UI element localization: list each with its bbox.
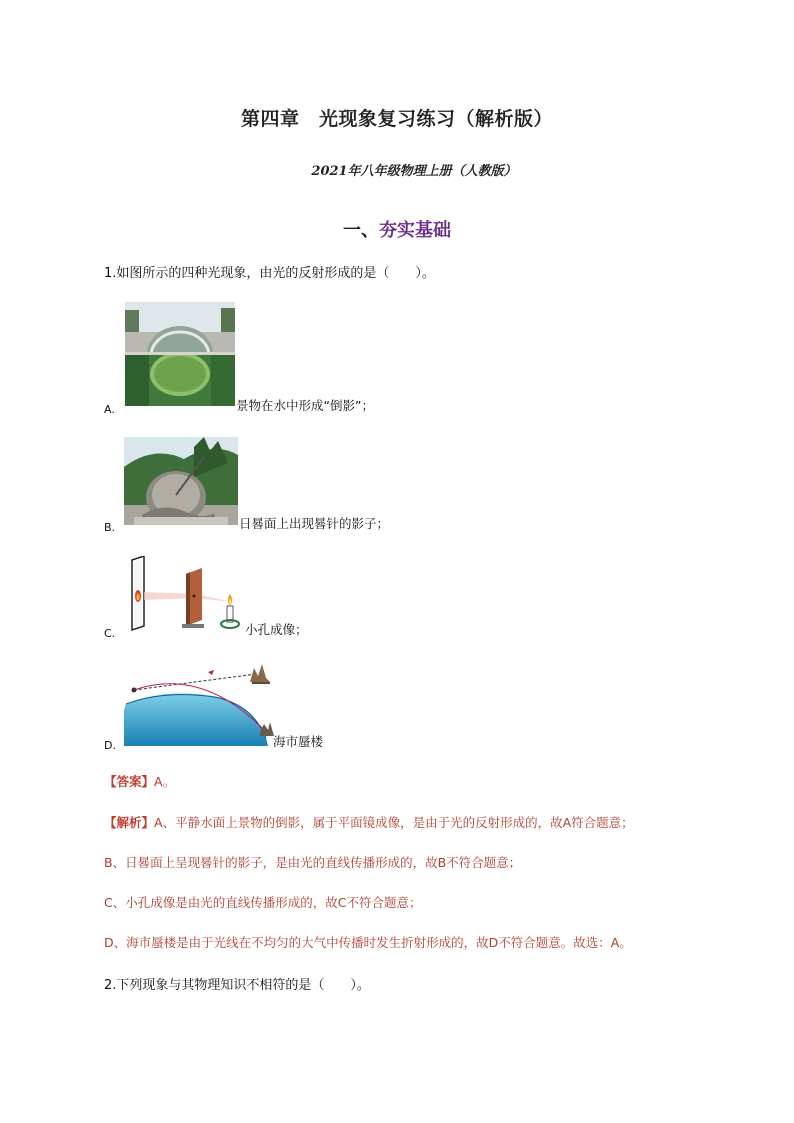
analysis-line-a <box>104 813 634 831</box>
analysis-tag: 【解析】 <box>104 815 155 830</box>
page-subtitle: 2021年八年级物理上册（人教版） <box>311 164 517 179</box>
question-2-stem: 2.下列现象与其物理知识不相符的是（ ）。 <box>104 978 370 993</box>
answer-line <box>104 772 175 790</box>
option-a-letter: A. <box>104 403 115 416</box>
analysis-line-b: B、日晷面上呈现晷针的影子，是由光的直线传播形成的，故B不符合题意； <box>104 855 522 870</box>
section-highlight: 夯实基础 <box>379 220 451 241</box>
question-1-stem: 1.如图所示的四种光现象，由光的反射形成的是（ ）。 <box>104 266 435 281</box>
analysis-line-d: D、海市蜃楼是由于光线在不均匀的大气中传播时发生折射形成的，故D不符合题意。故选：A。 <box>104 935 632 950</box>
option-d-text: 海市蜃楼 <box>273 734 324 749</box>
option-d-letter: D. <box>104 739 116 752</box>
option-a-text: 景物在水中形成“倒影”； <box>236 398 374 413</box>
option-c-letter: C. <box>104 627 116 640</box>
sundial-photo <box>124 437 238 525</box>
option-b-text: 日晷面上出现晷针的影子； <box>239 516 390 531</box>
mirage-diagram <box>124 660 274 746</box>
pinhole-camera-diagram <box>124 556 244 638</box>
analysis-line-c: C、小孔成像是由光的直线传播形成的，故C不符合题意； <box>104 895 422 910</box>
section-prefix: 一、 <box>343 220 379 241</box>
analysis-text-a: A、平静水面上景物的倒影，属于平面镜成像，是由于光的反射形成的，故A符合题意； <box>154 815 634 830</box>
page-title: 第四章 光现象复习练习（解析版） <box>240 108 553 130</box>
bridge-reflection-photo <box>125 302 235 406</box>
option-b-letter: B. <box>104 521 116 534</box>
answer-tag: 【答案】 <box>104 774 155 789</box>
answer-value: A。 <box>154 774 176 789</box>
section-heading <box>0 216 794 242</box>
option-c-text: 小孔成像； <box>245 622 308 637</box>
